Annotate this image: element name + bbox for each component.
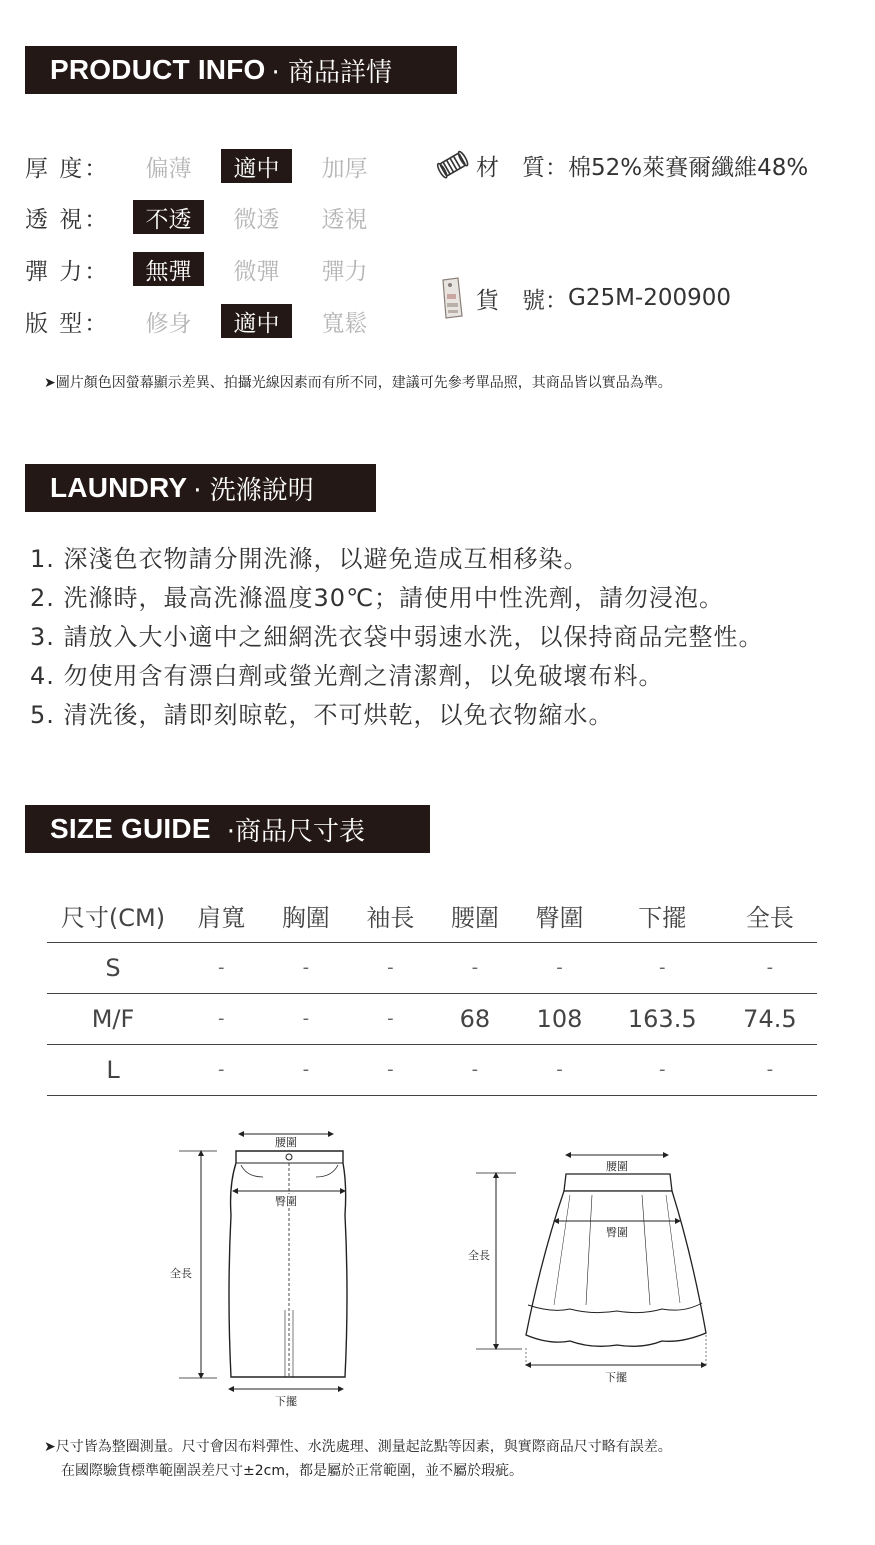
col-header: 尺寸(CM) — [47, 890, 179, 942]
col-header: 肩寬 — [179, 890, 264, 942]
table-cell: - — [517, 942, 602, 993]
hem-label: 下擺 — [275, 1395, 297, 1408]
attr-thickness — [25, 146, 397, 186]
table-cell: - — [723, 1044, 817, 1095]
attr-label: 版 型： — [25, 310, 110, 337]
material-label: 材 質： — [476, 154, 568, 181]
option: 偏薄 — [145, 155, 192, 182]
table-cell: 108 — [517, 993, 602, 1044]
table-cell: 74.5 — [723, 993, 817, 1044]
col-header: 腰圍 — [433, 890, 518, 942]
option-selected: 適中 — [221, 149, 292, 183]
title-zh: ·商品尺寸表 — [226, 816, 365, 847]
option: 彈力 — [321, 258, 368, 285]
table-cell: 68 — [433, 993, 518, 1044]
attr-elasticity — [25, 249, 397, 289]
waist-label-2: 腰圍 — [606, 1160, 628, 1173]
table-row — [47, 942, 817, 993]
col-header: 胸圍 — [264, 890, 349, 942]
sku-line — [440, 276, 731, 320]
option: 修身 — [145, 310, 192, 337]
sku-value: G25M-200900 — [568, 285, 732, 311]
color-note: ➤圖片顏色因螢幕顯示差異、拍攝光線因素而有所不同，建議可先參考單品照，其商品皆以實品為準。 — [44, 375, 672, 391]
title-en: LAUNDRY — [50, 472, 188, 503]
product-info-title — [25, 46, 457, 94]
table-cell: - — [348, 942, 433, 993]
size-cell: L — [47, 1044, 179, 1095]
a-line-skirt-diagram — [462, 1145, 722, 1390]
material-line — [436, 148, 808, 182]
option: 寬鬆 — [321, 310, 368, 337]
size-note-2: 在國際驗貨標準範圍誤差尺寸±2cm，都是屬於正常範圍，並不屬於瑕疵。 — [61, 1463, 523, 1479]
table-cell: - — [264, 1044, 349, 1095]
laundry-item: 3. 請放入大小適中之細網洗衣袋中弱速水洗，以保持商品完整性。 — [30, 623, 764, 651]
title-en: PRODUCT INFO — [50, 54, 266, 85]
table-cell: - — [264, 993, 349, 1044]
table-row — [47, 993, 817, 1044]
col-header: 袖長 — [348, 890, 433, 942]
table-row — [47, 1044, 817, 1095]
length-label-2: 全長 — [468, 1249, 490, 1262]
table-cell: - — [348, 1044, 433, 1095]
thread-spool-icon — [436, 148, 472, 182]
attr-fit — [25, 301, 397, 341]
col-header: 臀圍 — [517, 890, 602, 942]
table-header-row — [47, 890, 817, 942]
laundry-title — [25, 464, 376, 512]
option-selected: 無彈 — [133, 252, 204, 286]
attr-sheerness — [25, 197, 397, 237]
laundry-item: 2. 洗滌時，最高洗滌溫度30℃；請使用中性洗劑，請勿浸泡。 — [30, 584, 725, 612]
option: 微透 — [233, 206, 280, 233]
table-cell: - — [602, 1044, 723, 1095]
table-cell: - — [602, 942, 723, 993]
size-cell: M/F — [47, 993, 179, 1044]
table-cell: - — [348, 993, 433, 1044]
option-selected: 不透 — [133, 200, 204, 234]
laundry-item: 4. 勿使用含有漂白劑或螢光劑之清潔劑，以免破壞布料。 — [30, 662, 664, 690]
laundry-item: 5. 清洗後，請即刻晾乾，不可烘乾，以免衣物縮水。 — [30, 701, 614, 729]
table-cell: - — [433, 942, 518, 993]
attr-label: 透 視： — [25, 206, 110, 233]
size-cell: S — [47, 942, 179, 993]
table-cell: - — [179, 993, 264, 1044]
size-table — [47, 890, 817, 1096]
table-cell: - — [179, 942, 264, 993]
hip-label: 臀圍 — [275, 1195, 297, 1208]
table-cell: 163.5 — [602, 993, 723, 1044]
option-selected: 適中 — [221, 304, 292, 338]
pencil-skirt-diagram — [165, 1125, 365, 1415]
tag-icon — [440, 276, 466, 320]
option: 加厚 — [321, 155, 368, 182]
table-cell: - — [723, 942, 817, 993]
option: 微彈 — [233, 258, 280, 285]
title-zh: · 洗滌說明 — [193, 475, 314, 506]
size-guide-title — [25, 805, 430, 853]
title-en: SIZE GUIDE — [50, 813, 211, 844]
laundry-item: 1. 深淺色衣物請分開洗滌，以避免造成互相移染。 — [30, 545, 589, 573]
sku-label: 貨 號： — [476, 287, 568, 314]
hip-label-2: 臀圍 — [606, 1226, 628, 1239]
laundry-list — [30, 540, 764, 735]
table-cell: - — [433, 1044, 518, 1095]
waist-label: 腰圍 — [275, 1136, 297, 1149]
hem-label-2: 下擺 — [605, 1371, 627, 1384]
attr-label: 彈 力： — [25, 258, 110, 285]
length-label: 全長 — [170, 1267, 192, 1280]
size-note-1: ➤尺寸皆為整圈測量。尺寸會因布料彈性、水洗處理、測量起訖點等因素，與實際商品尺寸略有誤差。 — [44, 1439, 672, 1455]
table-cell: - — [517, 1044, 602, 1095]
table-cell: - — [179, 1044, 264, 1095]
option: 透視 — [321, 206, 368, 233]
title-zh: · 商品詳情 — [271, 57, 393, 88]
col-header: 下擺 — [602, 890, 723, 942]
col-header: 全長 — [723, 890, 817, 942]
table-cell: - — [264, 942, 349, 993]
attr-label: 厚 度： — [25, 155, 110, 182]
material-value: 棉52%萊賽爾纖維48% — [568, 154, 809, 181]
